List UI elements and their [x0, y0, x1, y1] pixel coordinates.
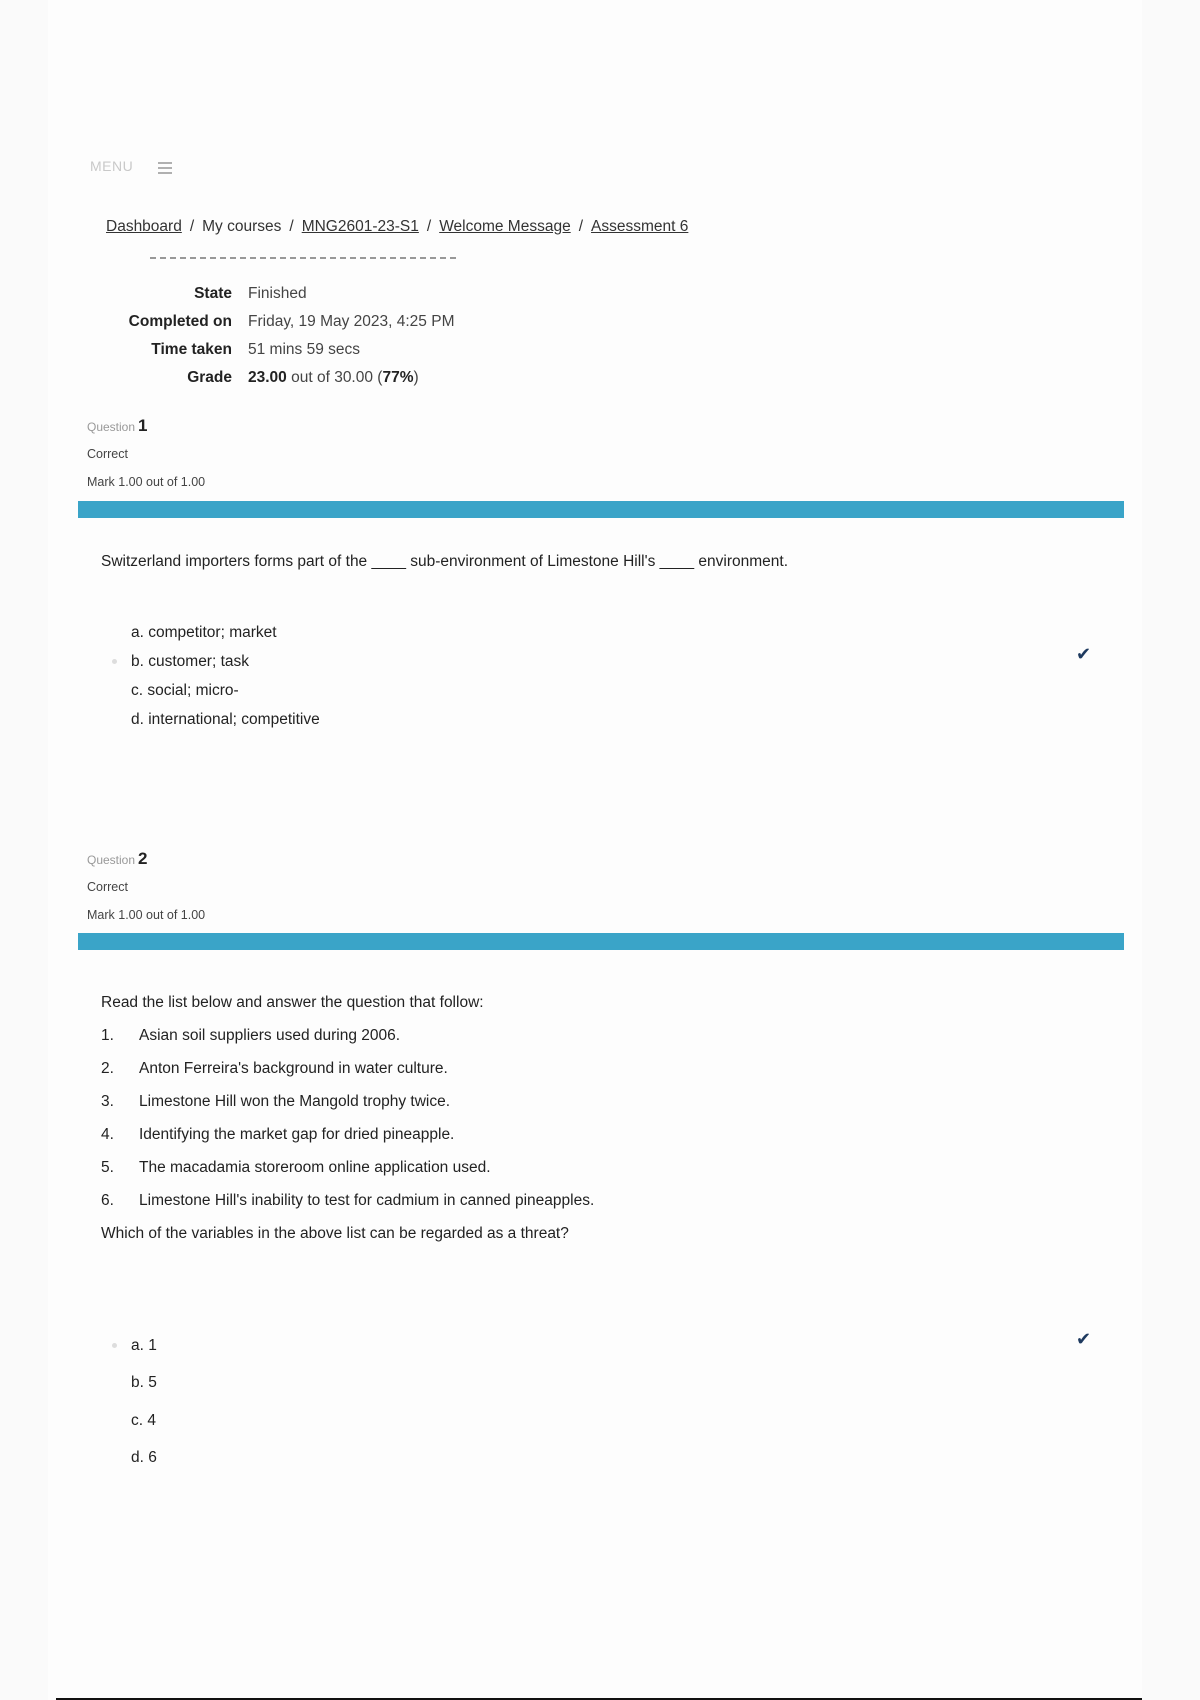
grade-out-of: out of 30.00 ( — [291, 369, 383, 386]
answer-options — [131, 1327, 157, 1477]
list-text: Limestone Hill's inability to test for cadmium in canned pineapples. — [139, 1191, 595, 1209]
list-item — [101, 1184, 594, 1217]
variables-list — [101, 1019, 594, 1250]
list-number: 3. — [101, 1092, 114, 1110]
list-number: 2. — [101, 1059, 114, 1077]
breadcrumb-dashboard[interactable]: Dashboard — [106, 218, 182, 235]
breadcrumb — [106, 218, 688, 236]
question-number — [87, 849, 148, 869]
question-prompt: Which of the variables in the above list can be regarded as a threat? — [101, 1224, 569, 1242]
answer-option-c[interactable] — [131, 1402, 157, 1440]
answer-label: c. social; micro- — [131, 681, 239, 699]
list-item — [101, 1151, 594, 1184]
question-bar — [78, 933, 1124, 950]
grade-value — [248, 369, 419, 387]
answer-label: a. competitor; market — [131, 623, 277, 641]
summary-label: State — [194, 285, 232, 302]
summary-label: Grade — [187, 369, 232, 386]
question-mark: Mark 1.00 out of 1.00 — [87, 475, 206, 489]
summary-value: Finished — [248, 285, 307, 302]
answer-option-b[interactable] — [131, 647, 320, 676]
list-text: Asian soil suppliers used during 2006. — [139, 1026, 401, 1044]
summary-value: Friday, 19 May 2023, 4:25 PM — [248, 313, 455, 330]
list-text: Anton Ferreira's background in water culture. — [139, 1059, 448, 1077]
question-info-2 — [87, 845, 205, 929]
checkmark-icon: ✔ — [1076, 644, 1092, 664]
answer-label: d. 6 — [131, 1449, 157, 1467]
summary-value: 51 mins 59 secs — [248, 341, 360, 358]
question-bar — [78, 501, 1124, 518]
hamburger-icon[interactable] — [158, 162, 172, 174]
grade-percent: 77% — [382, 369, 414, 386]
answer-label: a. 1 — [131, 1336, 157, 1354]
question-status: Correct — [87, 880, 128, 894]
breadcrumb-my-courses: My courses — [202, 218, 282, 235]
summary-row-state — [100, 280, 454, 308]
question-label: Question — [87, 853, 136, 867]
list-text: Identifying the market gap for dried pineapple. — [139, 1125, 455, 1143]
list-number: 5. — [101, 1158, 114, 1176]
cut-off-row — [150, 254, 460, 260]
grade-score: 23.00 — [248, 369, 287, 386]
breadcrumb-separator: / — [289, 218, 294, 235]
question-intro: Read the list below and answer the question that follow: — [101, 994, 484, 1011]
checkmark-icon: ✔ — [1076, 1329, 1092, 1349]
breadcrumb-course[interactable]: MNG2601-23-S1 — [301, 218, 419, 235]
answer-label: b. customer; task — [131, 652, 250, 670]
question-number — [87, 416, 148, 436]
question-status: Correct — [87, 447, 128, 461]
answer-option-d[interactable] — [131, 1440, 157, 1478]
list-item — [101, 1052, 594, 1085]
selected-radio-icon — [112, 659, 117, 664]
list-number: 4. — [101, 1125, 114, 1143]
summary-label: Completed on — [128, 313, 232, 330]
answer-label: d. international; competitive — [131, 710, 320, 728]
breadcrumb-separator: / — [426, 218, 432, 235]
answer-option-c[interactable] — [131, 676, 320, 705]
answer-option-a[interactable] — [131, 1327, 157, 1365]
breadcrumb-welcome[interactable]: Welcome Message — [439, 218, 571, 235]
breadcrumb-separator: / — [189, 218, 195, 235]
list-text: The macadamia storeroom online application used. — [139, 1158, 491, 1176]
question-label: Question — [87, 420, 136, 434]
answer-label: b. 5 — [131, 1374, 157, 1392]
summary-row-grade — [100, 364, 454, 392]
question-num: 2 — [138, 849, 148, 868]
answer-options — [131, 618, 320, 734]
question-text: Switzerland importers forms part of the ____ sub-environment of Limestone Hill's ____ environment. — [101, 553, 789, 570]
answer-label: c. 4 — [131, 1411, 156, 1429]
list-item — [101, 1019, 594, 1052]
list-text: Limestone Hill won the Mangold trophy twice. — [139, 1092, 451, 1110]
answer-option-a[interactable] — [131, 618, 320, 647]
list-number: 1. — [101, 1026, 114, 1044]
summary-label: Time taken — [151, 341, 232, 358]
question-info-1 — [87, 412, 205, 496]
menu-label[interactable]: MENU — [90, 158, 134, 174]
question-num: 1 — [138, 416, 148, 435]
breadcrumb-assessment[interactable]: Assessment 6 — [591, 218, 689, 235]
question-mark: Mark 1.00 out of 1.00 — [87, 908, 206, 922]
breadcrumb-separator: / — [578, 218, 584, 235]
summary-row-time — [100, 336, 454, 364]
attempt-summary — [100, 280, 454, 392]
grade-close: ) — [413, 369, 419, 386]
list-number: 6. — [101, 1191, 114, 1209]
summary-row-completed — [100, 308, 454, 336]
list-item — [101, 1118, 594, 1151]
answer-option-d[interactable] — [131, 705, 320, 734]
list-item — [101, 1085, 594, 1118]
answer-option-b[interactable] — [131, 1365, 157, 1403]
